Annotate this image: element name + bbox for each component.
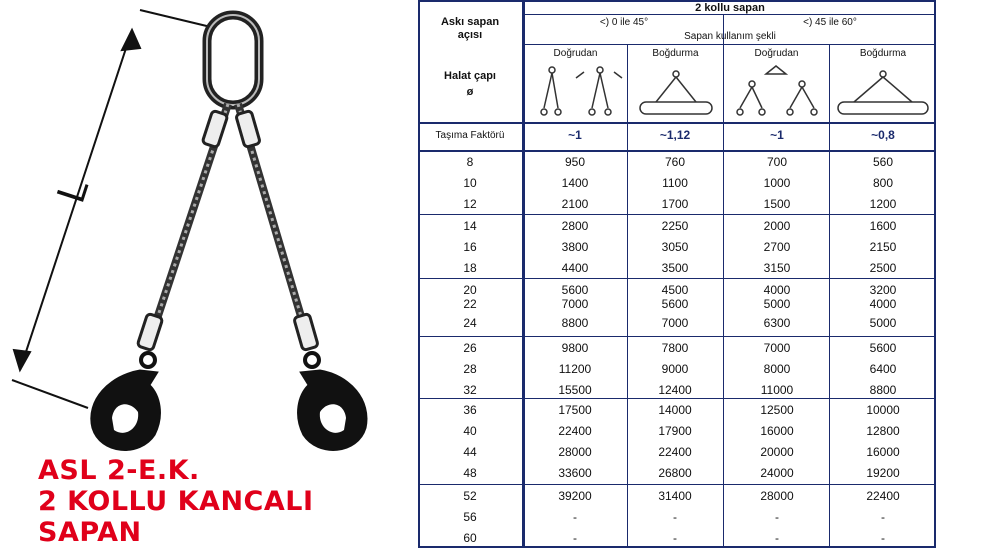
table-row <box>420 313 934 334</box>
capacity-cell: 28000 <box>558 445 592 459</box>
usage-header: Sapan kullanım şekli <box>684 31 776 42</box>
rope-diameter-cell: 8 <box>466 155 474 169</box>
factor-value: ~1 <box>568 128 582 142</box>
capacity-cell: 2250 <box>661 219 689 233</box>
capacity-cell: 16000 <box>760 424 794 438</box>
capacity-cell: 12800 <box>866 424 900 438</box>
choke-lift-pictogram-1 <box>630 64 722 120</box>
rope-diameter-cell: 22 <box>463 297 477 311</box>
capacity-cell: 22400 <box>658 445 692 459</box>
capacity-cell: 4000 <box>869 297 897 311</box>
capacity-cell: 5000 <box>763 297 791 311</box>
capacity-cell: 22400 <box>866 489 900 503</box>
capacity-cell: 1700 <box>661 197 689 211</box>
direct-lift-pictogram-1 <box>528 64 624 120</box>
rope-diameter-cell: 60 <box>463 531 477 545</box>
capacity-cell: 2500 <box>869 261 897 275</box>
rope-diameter-cell: 44 <box>463 445 477 459</box>
rope-diameter-cell: 48 <box>463 466 477 480</box>
capacity-cell: 19200 <box>866 466 900 480</box>
capacity-cell: 7000 <box>561 297 589 311</box>
capacity-cell: 3050 <box>661 240 689 254</box>
capacity-cell: 8800 <box>869 383 897 397</box>
rope-diameter-cell: 40 <box>463 424 477 438</box>
capacity-cell: 39200 <box>558 489 592 503</box>
title-line-2: 2 KOLLU KANCALI <box>38 486 314 517</box>
capacity-cell: 15500 <box>558 383 592 397</box>
capacity-cell: 2700 <box>763 240 791 254</box>
capacity-cell: 16000 <box>866 445 900 459</box>
rope-diameter-cell: 36 <box>463 403 477 417</box>
capacity-table <box>418 0 936 548</box>
capacity-cell: 28000 <box>760 489 794 503</box>
capacity-cell: 26800 <box>658 466 692 480</box>
table-row <box>420 528 934 549</box>
capacity-cell: 8800 <box>561 316 589 330</box>
capacity-cell: 2000 <box>763 219 791 233</box>
capacity-cell: 6400 <box>869 362 897 376</box>
capacity-cell: 2100 <box>561 197 589 211</box>
capacity-cell: 4400 <box>561 261 589 275</box>
factor-label: Taşıma Faktörü <box>435 130 505 141</box>
capacity-cell: 1600 <box>869 219 897 233</box>
rope-diameter-cell: 52 <box>463 489 477 503</box>
table-row <box>420 173 934 194</box>
table-row <box>420 216 934 237</box>
table-row <box>420 359 934 380</box>
capacity-cell: 8000 <box>763 362 791 376</box>
capacity-cell: 11200 <box>558 362 592 376</box>
capacity-cell: 1200 <box>869 197 897 211</box>
factor-row <box>420 125 934 146</box>
ferrule-top-left <box>202 110 228 147</box>
rope-diameter-cell: 14 <box>463 219 477 233</box>
capacity-cell: 5600 <box>561 283 589 297</box>
capacity-cell: 12500 <box>760 403 794 417</box>
choke-lift-pictogram-2 <box>832 64 934 120</box>
ferrule-bottom-right <box>294 313 319 350</box>
capacity-cell: 33600 <box>558 466 592 480</box>
factor-value: ~0,8 <box>871 128 895 142</box>
capacity-cell: - <box>673 531 677 545</box>
capacity-cell: 14000 <box>658 403 692 417</box>
capacity-cell: 1100 <box>662 176 688 190</box>
capacity-cell: 11000 <box>760 383 794 397</box>
rope-diameter-cell: 24 <box>463 316 477 330</box>
capacity-cell: 1000 <box>763 176 791 190</box>
method-4: Boğdurma <box>859 48 907 59</box>
direct-lift-pictogram-2 <box>726 64 828 120</box>
capacity-cell: 7000 <box>763 341 791 355</box>
capacity-cell: 1500 <box>763 197 791 211</box>
capacity-cell: 5600 <box>661 297 689 311</box>
rope-diameter-cell: 10 <box>463 176 477 190</box>
capacity-cell: 4000 <box>763 283 791 297</box>
table-row <box>420 237 934 258</box>
table-row <box>420 294 934 315</box>
ferrule-bottom-left <box>137 313 163 350</box>
table-row <box>420 152 934 173</box>
capacity-cell: - <box>673 510 677 524</box>
length-dimension <box>12 10 215 408</box>
table-row <box>420 507 934 528</box>
capacity-cell: 3500 <box>661 261 689 275</box>
capacity-cell: 12400 <box>658 383 692 397</box>
capacity-cell: 3150 <box>763 261 791 275</box>
capacity-cell: - <box>881 531 885 545</box>
rope-diameter-cell: 56 <box>463 510 477 524</box>
capacity-cell: 700 <box>766 155 788 169</box>
table-row <box>420 400 934 421</box>
table-row <box>420 421 934 442</box>
capacity-cell: 5600 <box>869 341 897 355</box>
capacity-cell: 800 <box>872 176 894 190</box>
capacity-cell: 3200 <box>869 283 897 297</box>
method-3: Doğrudan <box>754 48 799 59</box>
diameter-header: Halat çapı ø <box>444 70 496 98</box>
capacity-cell: - <box>881 510 885 524</box>
capacity-cell: 760 <box>664 155 686 169</box>
master-link <box>207 15 259 105</box>
method-2: Boğdurma <box>652 48 699 59</box>
rope-diameter-cell: 18 <box>463 261 477 275</box>
capacity-cell: 5000 <box>869 316 897 330</box>
capacity-cell: - <box>775 531 779 545</box>
rope-diameter-cell: 20 <box>463 283 477 297</box>
table-row <box>420 258 934 279</box>
rope-diameter-cell: 26 <box>463 341 477 355</box>
angle-header: Askı sapan açısı <box>440 16 500 41</box>
table-row <box>420 194 934 215</box>
capacity-cell: 560 <box>872 155 894 169</box>
group-header: 2 kollu sapan <box>695 2 765 14</box>
title-line-3: SAPAN <box>38 517 142 548</box>
capacity-cell: 17900 <box>658 424 692 438</box>
capacity-cell: 9000 <box>661 362 689 376</box>
angle-range-2: <) 45 ile 60° <box>803 17 857 28</box>
table-row <box>420 338 934 359</box>
capacity-cell: - <box>775 510 779 524</box>
capacity-cell: 31400 <box>658 489 692 503</box>
rope-diameter-cell: 16 <box>463 240 477 254</box>
capacity-cell: 950 <box>564 155 586 169</box>
hook-right <box>298 353 367 450</box>
capacity-cell: 17500 <box>558 403 592 417</box>
capacity-cell: 6300 <box>763 316 791 330</box>
capacity-cell: 22400 <box>558 424 592 438</box>
table-row <box>420 442 934 463</box>
capacity-cell: - <box>573 531 577 545</box>
capacity-cell: 7800 <box>661 341 689 355</box>
capacity-cell: 24000 <box>760 466 794 480</box>
capacity-cell: 2800 <box>561 219 589 233</box>
capacity-cell: - <box>573 510 577 524</box>
ferrule-top-right <box>236 110 261 147</box>
capacity-cell: 2150 <box>869 240 897 254</box>
rope-diameter-cell: 32 <box>463 383 477 397</box>
rope-diameter-cell: 12 <box>463 197 477 211</box>
capacity-cell: 20000 <box>760 445 794 459</box>
method-1: Doğrudan <box>553 48 598 59</box>
table-row <box>420 463 934 484</box>
capacity-cell: 7000 <box>661 316 689 330</box>
table-row <box>420 486 934 507</box>
capacity-cell: 3800 <box>561 240 589 254</box>
hook-left <box>91 353 161 450</box>
factor-value: ~1,12 <box>659 128 691 142</box>
sling-illustration <box>0 0 400 460</box>
capacity-cell: 4500 <box>661 283 689 297</box>
capacity-cell: 9800 <box>561 341 589 355</box>
angle-range-1: <) 0 ile 45° <box>599 17 649 28</box>
title-line-1: ASL 2-E.K. <box>38 455 200 486</box>
length-label: L <box>48 173 98 208</box>
rope-diameter-cell: 28 <box>463 362 477 376</box>
capacity-cell: 10000 <box>866 403 900 417</box>
product-title <box>38 455 314 548</box>
capacity-cell: 1400 <box>561 176 589 190</box>
factor-value: ~1 <box>770 128 784 142</box>
table-row <box>420 380 934 401</box>
